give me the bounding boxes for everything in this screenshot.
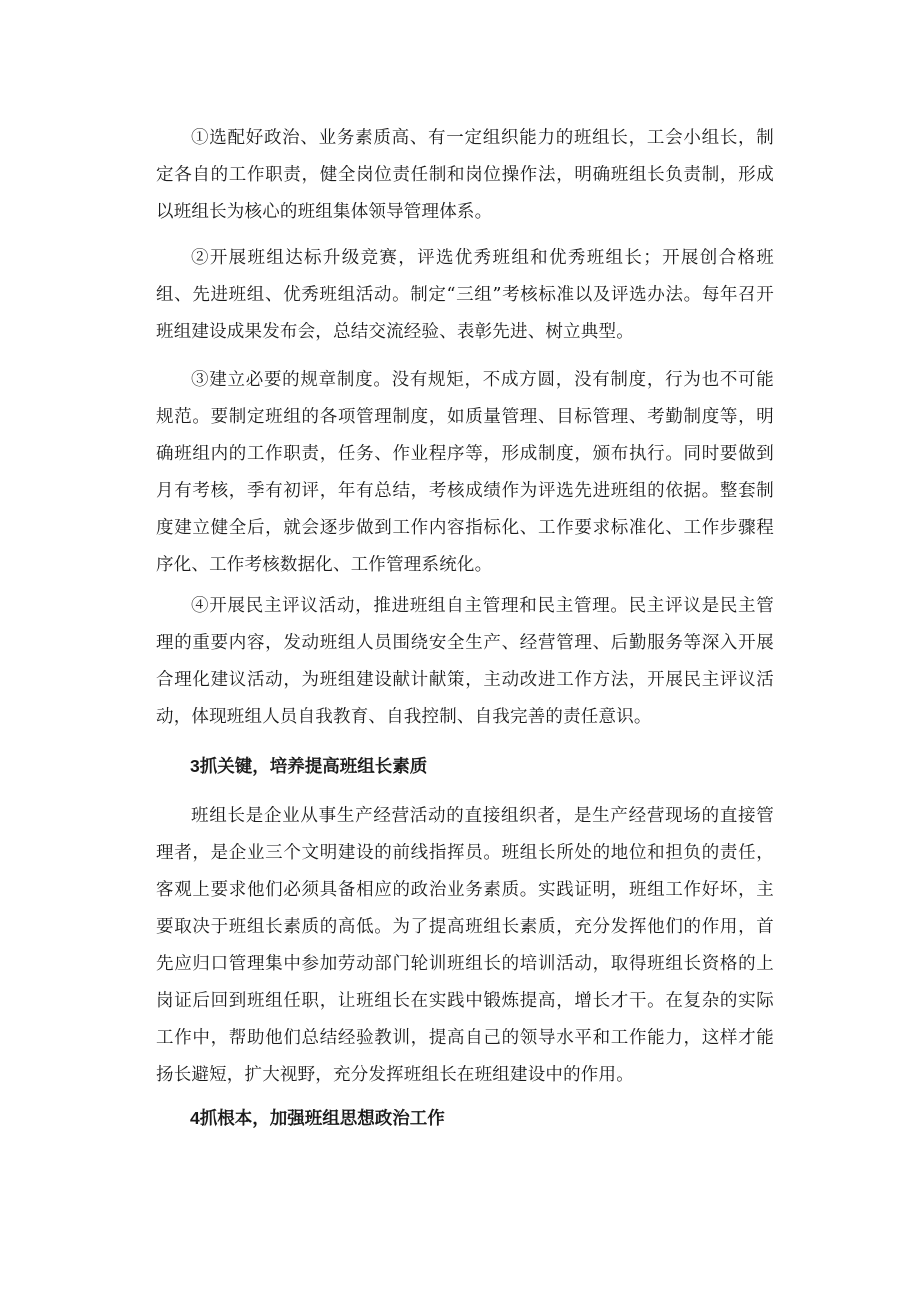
section-title: 抓关键，培养提高班组长素质 bbox=[199, 757, 428, 777]
paragraph-4: ④开展民主评议活动，推进班组自主管理和民主管理。民主评议是民主管理的重要内容，发动班组人员围绕安全生产、经营管理、后勤服务等深入开展合理化建议活动，为班组建设献计献策，主动改进工作方法，开展民主评议活动，体现班组人员自我教育、自我控制、自我完善的责任意识。 bbox=[156, 596, 774, 727]
paragraph-2: ②开展班组达标升级竞赛，评选优秀班组和优秀班组长；开展创合格班组、先进班组、优秀班组活动。制定“三组”考核标准以及评选办法。每年召开班组建设成果发布会，总结交流经验、表彰先进、树立典型。 bbox=[156, 248, 774, 342]
paragraph-5: 班组长是企业从事生产经营活动的直接组织者，是生产经营现场的直接管理者，是企业三个文明建设的前线指挥员。班组长所处的地位和担负的责任，客观上要求他们必须具备相应的政治业务素质。实践证明，班组工作好坏，主要取决于班组长素质的高低。为了提高班组长素质，充分发挥他们的作用，首先应归口管理集中参加劳动部门轮训班组长的培训活动，取得班组长资格的上岗证后回到班组任职，让班组长在实践中锻炼提高，增长才干。在复杂的实际工作中，帮助他们总结经验教训，提高自己的领导水平和工作能力，这样才能扬长避短，扩大视野，充分发挥班组长在班组建设中的作用。 bbox=[156, 806, 774, 1085]
section-heading-3 bbox=[190, 748, 427, 786]
paragraph-3: ③建立必要的规章制度。没有规矩，不成方圆，没有制度，行为也不可能规范。要制定班组的各项管理制度，如质量管理、目标管理、考勤制度等，明确班组内的工作职责，任务、作业程序等，形成制度，颁布执行。同时要做到月有考核，季有初评，年有总结，考核成绩作为评选先进班组的依据。整套制度建立健全后，就会逐步做到工作内容指标化、工作要求标准化、工作步骤程序化、工作考核数据化、工作管理系统化。 bbox=[156, 370, 774, 575]
section-heading-4 bbox=[190, 1100, 445, 1138]
paragraph-1: ①选配好政治、业务素质高、有一定组织能力的班组长，工会小组长，制定各自的工作职责，健全岗位责任制和岗位操作法，明确班组长负责制，形成以班组长为核心的班组集体领导管理体系。 bbox=[156, 128, 774, 222]
section-title: 抓根本，加强班组思想政治工作 bbox=[199, 1109, 445, 1129]
section-number: 3 bbox=[190, 756, 200, 776]
section-number: 4 bbox=[190, 1108, 200, 1128]
